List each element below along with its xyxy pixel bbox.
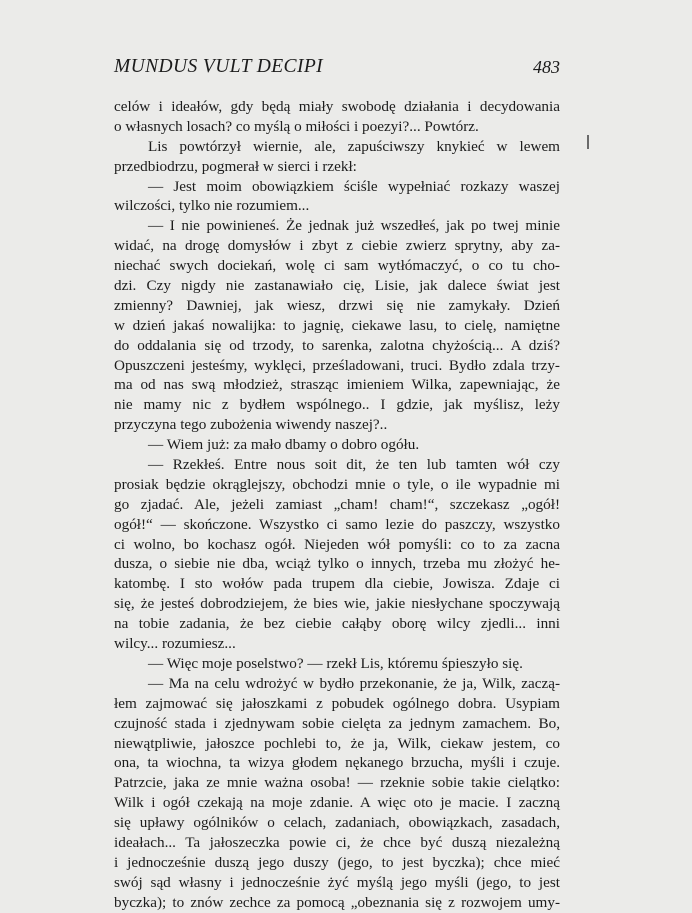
text-line: — Rzekłeś. Entre nous soit dit, że ten lub tamten wół czy	[148, 456, 560, 474]
text-line: nie mamy nic z bydłem wspólnego.. I gdzie, jak myślisz, leży	[114, 396, 560, 414]
text-line: łem zajmować się jałoszkami z pobudek ogólnego dobra. Usypiam	[114, 694, 560, 712]
text-line: ideałach... Ta jałoszeczka powie ci, że chce być duszą niezależną	[114, 833, 560, 851]
text-line: Lis powtórzył wiernie, ale, zapuściwszy knykieć w lewem	[148, 137, 560, 155]
text-line: dusza, o siebie nie dba, wciąż tylko o innych, trzeba mu złożyć he-	[114, 555, 560, 573]
text-line: Opuszczeni jesteśmy, wyklęci, prześladowani, truci. Bydło zdala trzy-	[114, 356, 560, 374]
page-number: 483	[533, 57, 560, 77]
text-line: ci wolno, bo kochasz ogół. Niejeden wół pomyśli: co to za zacna	[114, 535, 560, 553]
text-line: — Ma na celu wdrożyć w bydło przekonanie, że ja, Wilk, zaczą-	[148, 674, 560, 692]
text-line: wilcy... rozumiesz...	[114, 635, 236, 653]
text-line: się upławy ogólników o celach, zadaniach, obowiązkach, zasadach,	[114, 814, 560, 832]
text-line: celów i ideałów, gdy będą miały swobodę działania i decydowania	[114, 98, 560, 115]
text-line: ma od nas swą młodzież, strasząc imieniem Wilka, zapewniając, że	[114, 376, 560, 394]
text-line: go zjadać. Ale, jeżeli zamiast „cham! cham!“, szczekasz „ogół!	[114, 495, 560, 513]
text-line: swój sąd własny i jednocześnie żyć myślą jego myśli (jego, to jest	[114, 873, 560, 891]
text-line: w dzień jakaś nowalijka: to jagnię, ciekawe lasu, to cielę, namiętne	[114, 316, 560, 334]
chapter-title: MUNDUS VULT DECIPI	[114, 56, 324, 77]
body-text	[114, 97, 560, 913]
text-line: do oddalania się od trzody, to sarenka, zalotna chyżością... A dziś?	[114, 336, 560, 354]
text-line: — Jest moim obowiązkiem ściśle wypełniać rozkazy waszej	[148, 177, 560, 195]
text-line: prosiak będzie okrąglejszy, obchodzi mnie o tyle, o ile wypadnie mi	[114, 475, 560, 493]
text-line: dzi. Czy nigdy nie zastanawiało cię, Lisie, jak dalece świat jest	[114, 277, 560, 295]
text-line: o własnych losach? co myślą o miłości i poezyi?... Powtórz.	[114, 117, 479, 135]
text-line: i jednocześnie duszą jego duszy (jego, to jest byczka); chce mieć	[114, 853, 560, 871]
text-line: widać, na drogę domysłów i zbyt z ciebie zwierz sprytny, aby za-	[114, 237, 560, 255]
text-line: wilczości, tylko nie rozumiem...	[114, 197, 310, 215]
text-line: niewątpliwie, jałoszce pochlebi to, że ja, Wilk, ciekaw jestem, co	[114, 734, 560, 752]
text-line: — I nie powinieneś. Że jednak już wszedłeś, jak po twej minie	[148, 217, 560, 235]
text-line: się, że jesteś dobrodziejem, że bies wie, jakie niesłychane spoczywają	[114, 595, 560, 613]
text-line: — Więc moje poselstwo? — rzekł Lis, któremu śpieszyło się.	[148, 654, 523, 672]
text-line: przyczyna tego zubożenia wiwendy naszej?..	[114, 416, 388, 434]
text-line: byczka); to znów zechce za pomocą „obeznania się z rozwojem umy-	[114, 893, 560, 911]
text-line: katombę. I sto wołów pada trupem dla ciebie, Jowisza. Zdaje ci	[114, 575, 560, 593]
text-line: — Wiem już: za mało dbamy o dobro ogółu.	[148, 436, 420, 454]
text-line: czujność stada i zjednywam sobie cielęta za jednym zamachem. Bo,	[114, 714, 560, 732]
text-line: przedbiodrzu, pogmerał w sierci i rzekł:	[114, 157, 357, 175]
text-line: ona, ta wiochna, ta wizya głodem nękanego brzucha, myśli i czuje.	[114, 754, 560, 772]
text-line: zmienny? Dawniej, jak wiesz, drzwi się nie zamykały. Dzień	[114, 296, 560, 314]
margin-mark	[587, 135, 589, 149]
text-line: na tobie zadania, że bez ciebie całąby oborę wilcy zjedli... inni	[114, 615, 560, 633]
text-line: niechać swych dociekań, wolę ci sam wytłómaczyć, o co tu cho-	[114, 257, 560, 275]
text-line: Patrzcie, jaka ze mnie ważna osoba! — rzeknie sobie takie cielątko:	[114, 774, 560, 792]
text-line: Wilk i ogół czekają na moje zdanie. A więc oto je macie. I zaczną	[114, 794, 560, 812]
running-head	[114, 56, 560, 82]
text-line: ogół!“ — skończone. Wszystko ci samo lezie do paszczy, wszystko	[114, 515, 560, 533]
